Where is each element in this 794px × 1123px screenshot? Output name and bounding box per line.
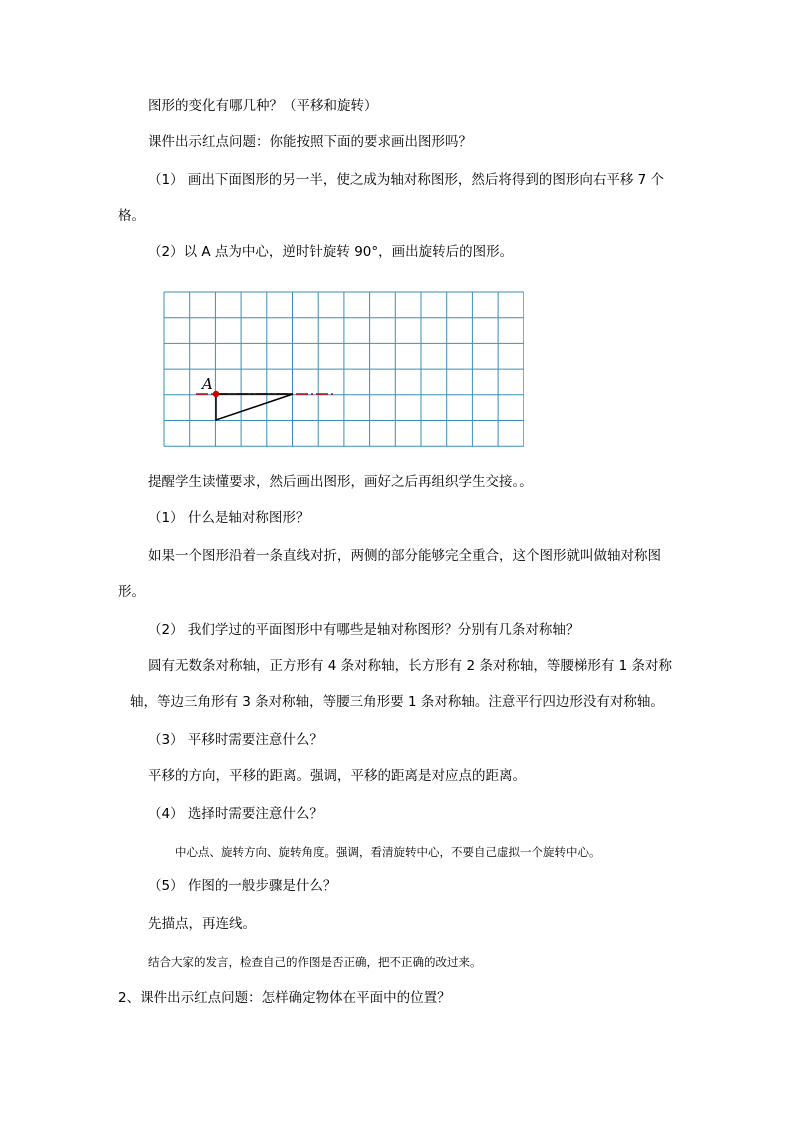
grid-figure xyxy=(160,290,524,448)
point-a-label: A xyxy=(202,375,213,393)
paragraph-answer-5: 先描点，再连线。 xyxy=(148,916,256,932)
paragraph-answer-1-cont: 形。 xyxy=(118,584,145,600)
paragraph-check-work: 结合大家的发言，检查自己的作图是否正确，把不正确的改过来。 xyxy=(148,955,482,969)
paragraph-question-4: （4） 选择时需要注意什么？ xyxy=(148,806,323,822)
paragraph-answer-2-cont: 轴，等边三角形有 3 条对称轴，等腰三角形要 1 条对称轴。注意平行四边形没有对称轴。 xyxy=(130,694,664,710)
paragraph-task-2: （2）以 A 点为中心，逆时针旋转 90°，画出旋转后的图形。 xyxy=(148,244,514,260)
paragraph-answer-4: 中心点、旋转方向、旋转角度。强调，看清旋转中心，不要自己虚拟一个旋转中心。 xyxy=(175,845,601,859)
paragraph-question-1: （1） 什么是轴对称图形？ xyxy=(148,510,310,526)
paragraph-task-1: （1） 画出下面图形的另一半，使之成为轴对称图形，然后将得到的图形向右平移 7 个 xyxy=(148,172,665,188)
center-point-a xyxy=(213,391,219,397)
grid-lines xyxy=(164,292,524,446)
half-shape xyxy=(216,394,293,420)
paragraph-reminder: 提醒学生读懂要求，然后画出图形，画好之后再组织学生交接。。 xyxy=(148,474,533,490)
grid-figure-svg xyxy=(160,290,524,448)
paragraph-task-1-cont: 格。 xyxy=(118,208,145,224)
paragraph-question-3: （3） 平移时需要注意什么？ xyxy=(148,732,323,748)
paragraph-answer-1: 如果一个图形沿着一条直线对折，两侧的部分能够完全重合，这个图形就叫做轴对称图 xyxy=(148,548,661,564)
paragraph-question-5: （5） 作图的一般步骤是什么？ xyxy=(148,878,337,894)
paragraph-red-dot-question: 课件出示红点问题：你能按照下面的要求画出图形吗？ xyxy=(148,134,472,150)
paragraph-answer-3: 平移的方向，平移的距离。强调，平移的距离是对应点的距离。 xyxy=(148,768,526,784)
paragraph-question-2: （2） 我们学过的平面图形中有哪些是轴对称图形？分别有几条对称轴？ xyxy=(148,622,580,638)
paragraph-answer-2: 圆有无数条对称轴，正方形有 4 条对称轴，长方形有 2 条对称轴，等腰梯形有 1 条对称 xyxy=(148,658,673,674)
paragraph-transform-types: 图形的变化有哪几种？（平移和旋转） xyxy=(148,98,378,114)
paragraph-question-position: 2、课件出示红点问题：怎样确定物体在平面中的位置？ xyxy=(118,990,451,1006)
